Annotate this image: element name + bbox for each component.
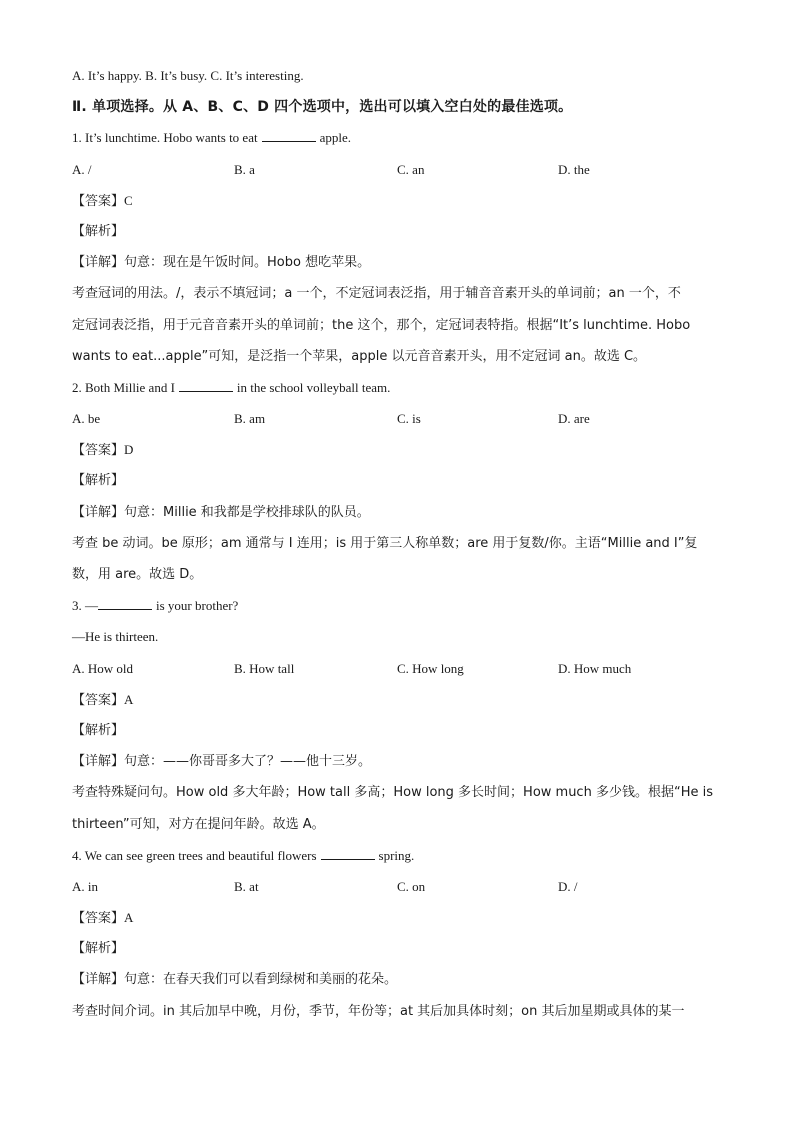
option-a: A. How old	[72, 660, 134, 676]
detail-text: 句意：——你哥哥多大了？——他十三岁。	[124, 754, 372, 770]
dialog-reply: —He is thirteen.	[72, 629, 159, 645]
question-1	[72, 126, 722, 376]
option-a: A. /	[72, 161, 92, 177]
answer-value: A	[124, 691, 134, 707]
option-c: C. How long	[397, 660, 464, 676]
answer-line	[72, 906, 722, 937]
document-page	[72, 64, 722, 1031]
explanation-line: 定冠词表泛指，用于元音音素开头的单词前；the 这个，那个，定冠词表特指。根据“It’s lunchtime. Hobo	[72, 317, 691, 333]
option-c: C. is	[397, 411, 421, 427]
analysis-label: 【解析】	[72, 941, 125, 957]
explanation-line: 考查 be 动词。be 原形；am 通常与 I 连用；is 用于第三人称单数；are 用于复数/你。主语“Millie and I”复	[72, 535, 698, 551]
detail-label: 【详解】	[72, 504, 125, 520]
stem-after: is your brother?	[156, 598, 239, 614]
question-3	[72, 594, 722, 844]
answer-blank	[262, 127, 316, 142]
option-row	[72, 158, 722, 189]
answer-line	[72, 688, 722, 719]
answer-label: 【答案】	[72, 911, 125, 927]
option-a: A. in	[72, 878, 98, 894]
option-d: D. /	[558, 878, 578, 894]
answer-label: 【答案】	[72, 193, 125, 209]
option-c: C. on	[397, 878, 426, 894]
answer-label: 【答案】	[72, 692, 125, 708]
option-d: D. are	[558, 411, 590, 427]
answer-value: C	[124, 192, 133, 208]
detail-label: 【详解】	[72, 972, 125, 988]
answer-line	[72, 438, 722, 469]
detail-label: 【详解】	[72, 754, 125, 770]
question-stem	[72, 594, 722, 625]
answer-blank	[179, 377, 233, 392]
option-d: D. the	[558, 161, 590, 177]
explanation-line: thirteen”可知，对方在提问年龄。故选 A。	[72, 816, 325, 832]
stem-before: 4. We can see green trees and beautiful flowers	[72, 847, 317, 863]
analysis-label: 【解析】	[72, 722, 125, 738]
detail-line	[72, 968, 722, 999]
answer-line	[72, 189, 722, 220]
option-b: B. a	[234, 161, 255, 177]
stem-after: in the school volleyball team.	[236, 379, 391, 395]
question-4	[72, 844, 722, 1031]
option-row	[72, 875, 722, 906]
answer-blank	[321, 845, 375, 860]
option-a: A. be	[72, 411, 101, 427]
option-c: C. an	[397, 161, 425, 177]
stem-after: apple.	[319, 130, 351, 146]
detail-text: 句意：现在是午饭时间。Hobo 想吃苹果。	[124, 255, 371, 271]
option-b: B. How tall	[234, 660, 295, 676]
answer-value: A	[124, 910, 134, 926]
explanation-line: 数，用 are。故选 D。	[72, 567, 203, 582]
detail-text: 句意：在春天我们可以看到绿树和美丽的花朵。	[124, 972, 398, 988]
explanation-line: 考查冠词的用法。/，表示不填冠词；a 一个，不定冠词表泛指，用于辅音音素开头的单词前；an 一个，不	[72, 286, 681, 302]
explanation-line: 考查时间介词。in 其后加早中晚，月份，季节，年份等；at 其后加具体时刻；on 其后加星期或具体的某一	[72, 1003, 685, 1019]
section-title: Ⅱ. 单项选择。从 A、B、C、D 四个选项中，选出可以填入空白处的最佳选项。	[72, 99, 573, 116]
question-2	[72, 376, 722, 594]
option-row	[72, 657, 722, 688]
question-stem	[72, 376, 722, 407]
detail-label: 【详解】	[72, 255, 125, 271]
detail-line	[72, 251, 722, 282]
answer-label: 【答案】	[72, 443, 125, 459]
prev-question-options: A. It’s happy. B. It’s busy. C. It’s interesting.	[72, 68, 304, 83]
stem-after: spring.	[378, 847, 415, 863]
explanation-line: 考查特殊疑问句。How old 多大年龄；How tall 多高；How long 多长时间；How much 多少钱。根据“He is	[72, 785, 713, 801]
detail-line	[72, 501, 722, 532]
question-stem	[72, 126, 722, 157]
option-b: B. am	[234, 411, 266, 427]
option-d: D. How much	[558, 660, 632, 676]
stem-before: 3. —	[72, 598, 98, 614]
answer-value: D	[124, 442, 134, 458]
detail-text: 句意：Millie 和我都是学校排球队的队员。	[124, 504, 370, 520]
stem-before: 1. It’s lunchtime. Hobo wants to eat	[72, 130, 258, 146]
stem-before: 2. Both Millie and I	[72, 379, 175, 395]
option-b: B. at	[234, 878, 259, 894]
answer-blank	[98, 595, 152, 610]
question-stem	[72, 844, 722, 875]
analysis-label: 【解析】	[72, 223, 125, 239]
option-row	[72, 407, 722, 438]
detail-line	[72, 750, 722, 781]
explanation-line: wants to eat...apple”可知，是泛指一个苹果，apple 以元音音素开头，用不定冠词 an。故选 C。	[72, 348, 647, 364]
analysis-label: 【解析】	[72, 473, 125, 489]
